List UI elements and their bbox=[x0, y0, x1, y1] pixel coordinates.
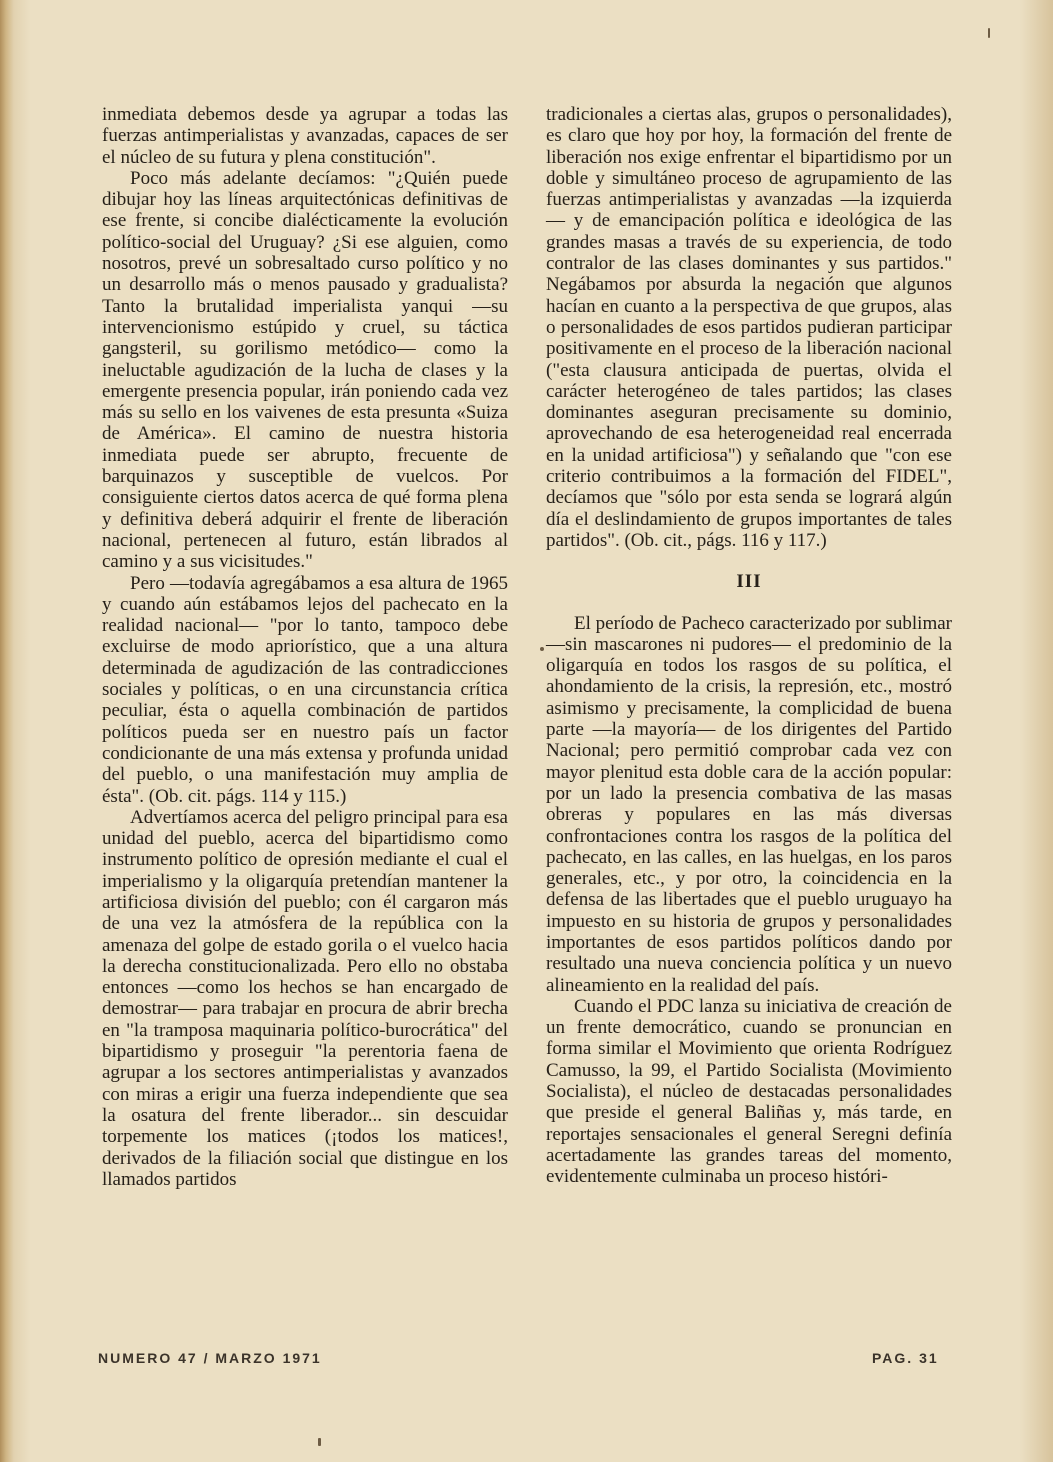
right-column bbox=[546, 104, 952, 1188]
paragraph: Cuando el PDC lanza su iniciativa de creación de un frente democrático, cuando se pronuncian en forma similar el Movimiento que orienta Rodríguez Camusso, la 99, el Partido Socialista (Movimiento Socialista), el núcleo de destacadas personalidades que preside el general Baliñas y, más tarde, en reportajes sensacionales el general Seregni definía acertadamente las grandes tareas del momento, evidentemente culminaba un proceso históri- bbox=[546, 995, 952, 1188]
left-column bbox=[102, 104, 508, 1190]
paragraph: inmediata debemos desde ya agrupar a todas las fuerzas antimperialistas y avanzadas, capaces de ser el núcleo de su futura y plena constitución". bbox=[102, 104, 508, 168]
paragraph: Poco más adelante decíamos: "¿Quién puede dibujar hoy las líneas arquitectónicas definitivas de ese frente, si concibe dialécticamente la evolución político-social del Uruguay? ¿Si ese alguien, como nosotros, prevé un sobresaltado curso político y no un desarrollo más o menos pausado y gradualista? Tanto la brutalidad imperialista yanqui —su intervencionismo estúpido y cruel, su táctica gangsteril, su gorilismo metódico— como la ineluctable agudización de la lucha de clases y la emergente presencia popular, irán poniendo cada vez más su sello en los vaivenes de esta presunta «Suiza de América». El camino de nuestra historia inmediata puede ser abrupto, frecuente de barquinazos y susceptible de vuelcos. Por consiguiente ciertos datos acerca de qué forma plena y definitiva deberá adquirir el frente de liberación nacional, pertenecen al futuro, están librados al camino y a sus vicisitudes." bbox=[102, 167, 508, 573]
footer-page-number: PAG. 31 bbox=[872, 1350, 939, 1366]
paragraph: Pero —todavía agregábamos a esa altura de 1965 y cuando aún estábamos lejos del pachecato en la realidad nacional— "por lo tanto, tampoco debe excluirse de modo apriorístico, que a una altura determinada de agudización de las contradicciones sociales y políticas, o en una circunstancia crítica peculiar, ésta o aquella combinación de partidos políticos pueda ser en nuestro país un factor condicionante de una más extensa y profunda unidad del pueblo, o una manifestación muy amplia de ésta". (Ob. cit. págs. 114 y 115.) bbox=[102, 572, 508, 807]
section-heading: III bbox=[736, 571, 762, 593]
paragraph: tradicionales a ciertas alas, grupos o personalidades), es claro que hoy por hoy, la formación del frente de liberación nos exige enfrentar el bipartidismo por un doble y simultáneo proceso de agrupamiento de las fuerzas antimperialistas y avanzadas —la izquierda— y de emancipación política e ideológica de las grandes masas a través de su experiencia, de todo contralor de las clases dominantes y sus partidos." Negábamos por absurda la negación que algunos hacían en cuanto a la perspectiva de que grupos, alas o personalidades de esos partidos pudieran participar positivamente en el proceso de la liberación nacional ("esta clausura anticipada de puertas, olvida el carácter heterogéneo de tales partidos; las clases dominantes aseguran precisamente su dominio, aprovechando de esa heterogeneidad real encerrada en la unidad artificiosa") y señalando que "con ese criterio contribuimos a la formación del FIDEL", decíamos que "sólo por esta senda se logrará algún día el deslindamiento de grupos importantes de tales partidos". (Ob. cit., págs. 116 y 117.) bbox=[546, 104, 952, 551]
paper-speck bbox=[540, 647, 544, 651]
paragraph: Advertíamos acerca del peligro principal para esa unidad del pueblo, acerca del bipartidismo como instrumento político de opresión mediante el cual el imperialismo y la oligarquía pretendían mantener la artificiosa división del pueblo; con él cargaron más de una vez la atmósfera de la república con la amenaza del golpe de estado gorila o el vuelco hacia la derecha constitucionalizada. Pero ello no obstaba entonces —como los hechos se han encargado de demostrar— para trabajar en procura de abrir brecha en "la tramposa maquinaria político-burocrática" del bipartidismo y proseguir "la perentoria faena de agrupar a los sectores antimperialistas y avanzados con miras a erigir una fuerza independiente que sea la osatura del frente liberador... sin descuidar torpemente los matices (¡todos los matices!, derivados de la filiación social que distingue en los llamados partidos bbox=[102, 806, 508, 1190]
paper-speck bbox=[988, 28, 990, 38]
footer-issue: NUMERO 47 / MARZO 1971 bbox=[98, 1350, 322, 1366]
paragraph: El período de Pacheco caracterizado por sublimar —sin mascarones ni pudores— el predominio de la oligarquía en todos los rasgos de su política, el ahondamiento de la crisis, la represión, etc., mostró asimismo y precisamente, la complicidad de buena parte —la mayoría— de los dirigentes del Partido Nacional; pero permitió comprobar cada vez con mayor plenitud esta doble cara de la acción popular: por un lado la presencia combativa de las masas obreras y populares en las más diversas confrontaciones contra los rasgos de la política del pachecato, en las calles, en las huelgas, en los paros generales, etc., y por otro, la coincidencia en la defensa de las libertades que el pueblo uruguayo ha impuesto en su historia de grupos y personalidades importantes de esos partidos políticos dando por resultado una nueva conciencia política y un nuevo alineamiento en la realidad del país. bbox=[546, 612, 952, 996]
paper-speck bbox=[318, 1438, 321, 1446]
